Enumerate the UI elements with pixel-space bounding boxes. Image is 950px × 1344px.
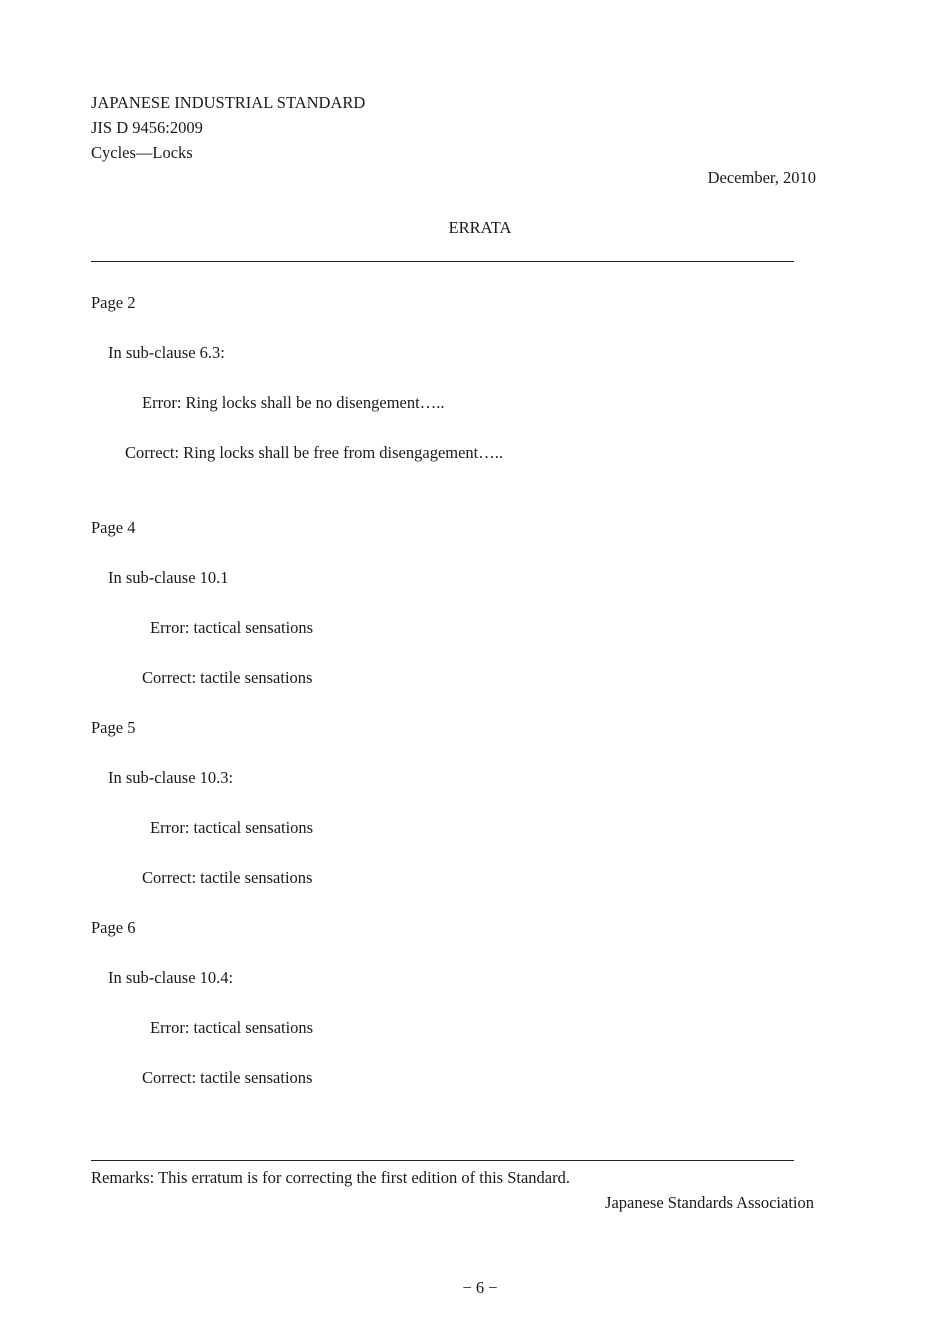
entry-correct: Correct: Ring locks shall be free from disengagement….. <box>125 443 504 462</box>
top-divider <box>91 261 794 262</box>
entry-page: Page 5 <box>91 718 136 737</box>
entry-error: Error: Ring locks shall be no disengement….. <box>142 393 445 412</box>
entry-clause: In sub-clause 10.4: <box>108 968 234 987</box>
entry-correct: Correct: tactile sensations <box>142 1068 313 1087</box>
entry-error: Error: tactical sensations <box>150 1018 314 1037</box>
standard-number: JIS D 9456:2009 <box>91 118 203 137</box>
entry-error: Error: tactical sensations <box>150 818 314 837</box>
entry-error: Error: tactical sensations <box>150 618 314 637</box>
page-title: ERRATA <box>448 218 512 237</box>
bottom-divider <box>91 1160 794 1161</box>
entry-clause: In sub-clause 10.3: <box>108 768 234 787</box>
remarks: Remarks: This erratum is for correcting the first edition of this Standard. <box>91 1168 570 1187</box>
entry-clause: In sub-clause 10.1 <box>108 568 229 587</box>
entry-page: Page 4 <box>91 518 136 537</box>
publisher: Japanese Standards Association <box>605 1193 814 1212</box>
page-number: − 6 − <box>462 1278 498 1297</box>
standard-title: Cycles—Locks <box>91 143 193 162</box>
entry-correct: Correct: tactile sensations <box>142 668 313 687</box>
entry-page: Page 6 <box>91 918 136 937</box>
entry-clause: In sub-clause 6.3: <box>108 343 225 362</box>
entry-page: Page 2 <box>91 293 136 312</box>
entry-correct: Correct: tactile sensations <box>142 868 313 887</box>
standard-type: JAPANESE INDUSTRIAL STANDARD <box>91 93 366 112</box>
errata-date: December, 2010 <box>707 168 816 187</box>
